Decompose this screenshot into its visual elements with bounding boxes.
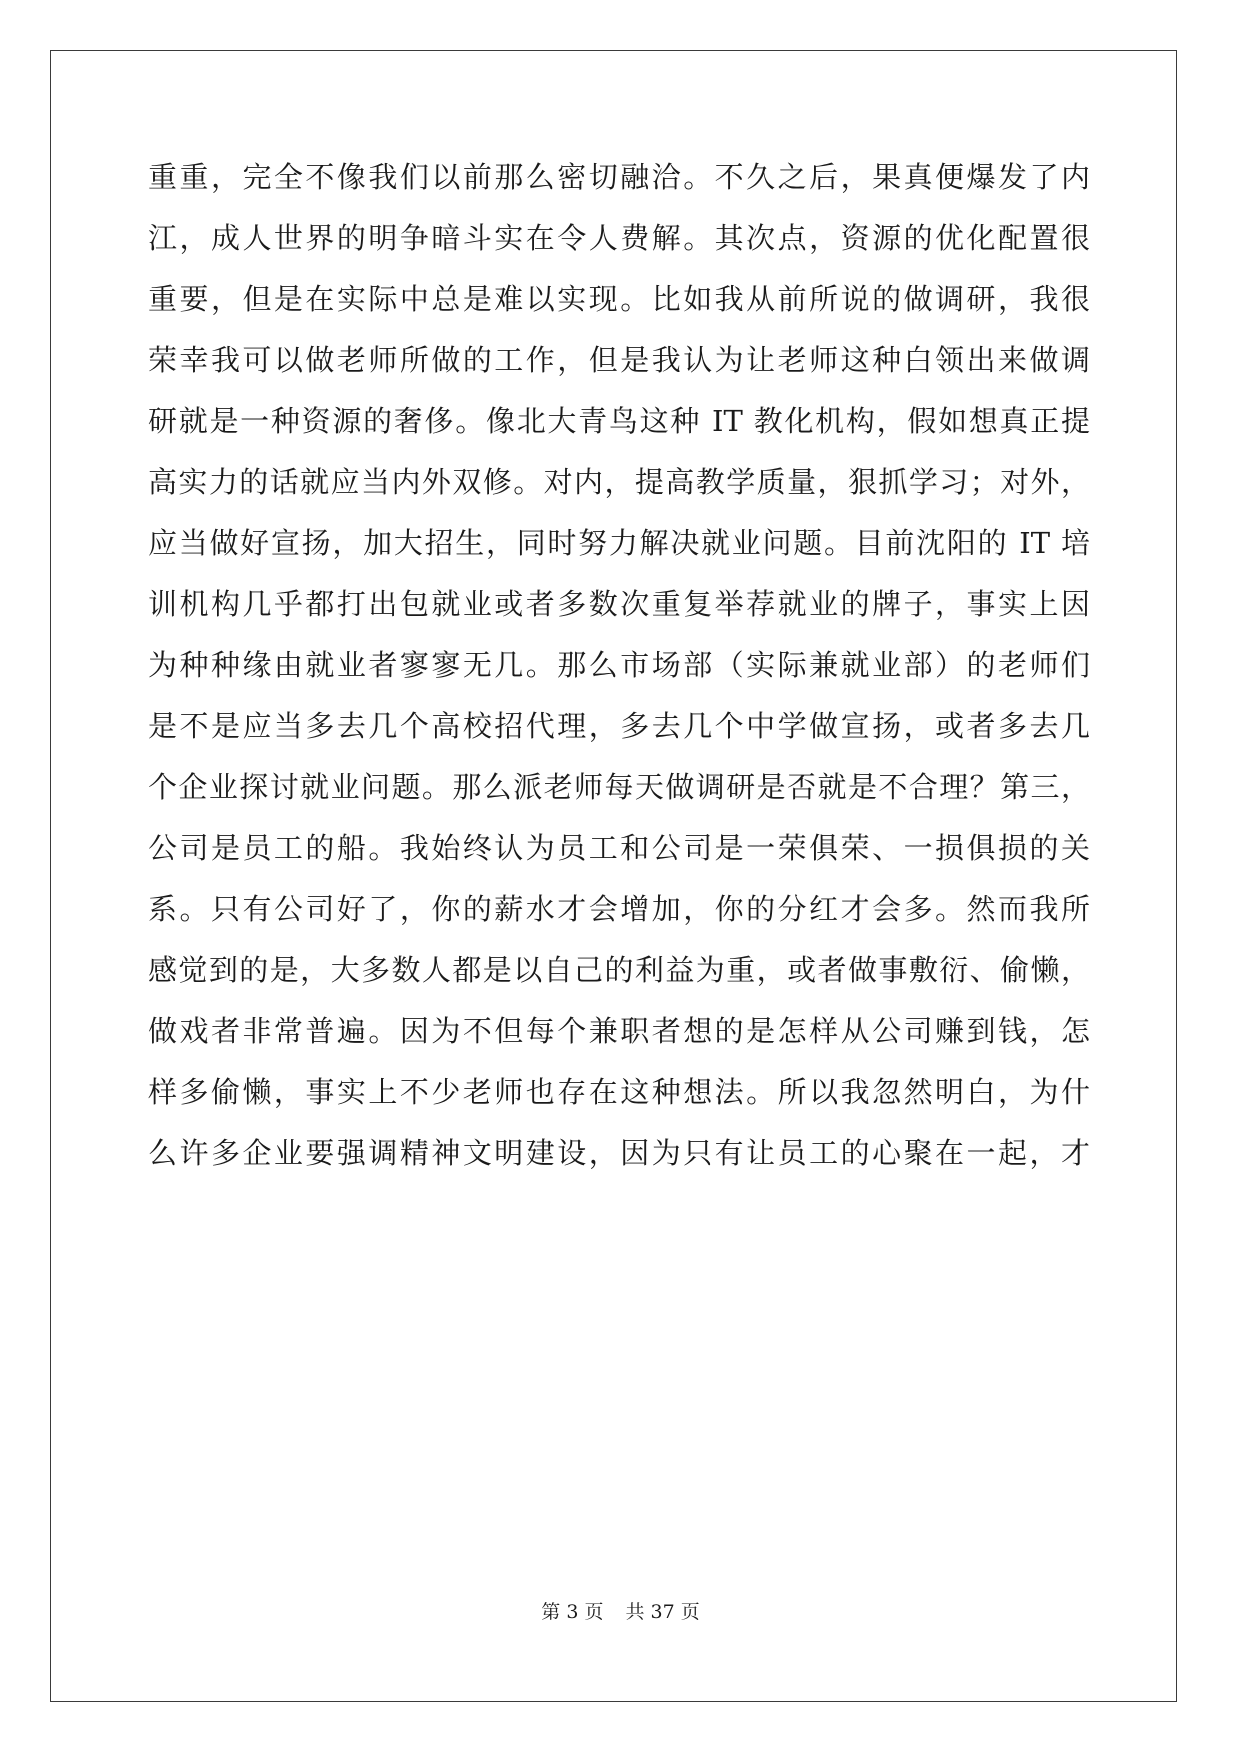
text-line: 感觉到的是，大多数人都是以自己的利益为重，或者做事敷衍、偷懒， [148,953,1090,987]
text-line: 为种种缘由就业者寥寥无几。那么市场部（实际兼就业部）的老师们 [148,648,1090,682]
body-text [148,158,1090,1195]
text-line: 系。只有公司好了，你的薪水才会增加，你的分红才会多。然而我所 [148,892,1090,926]
text-line: 个企业探讨就业问题。那么派老师每天做调研是否就是不合理？第三， [148,770,1090,804]
page-total: 共 37 页 [625,1601,700,1623]
page-number: 第 3 页 [541,1601,604,1623]
text-line: 高实力的话就应当内外双修。对内，提高教学质量，狠抓学习；对外， [148,465,1090,499]
text-line: 重要，但是在实际中总是难以实现。比如我从前所说的做调研，我很 [148,282,1090,316]
text-line: 么许多企业要强调精神文明建设，因为只有让员工的心聚在一起，才 [148,1136,1090,1170]
text-line: 训机构几乎都打出包就业或者多数次重复举荐就业的牌子，事实上因 [148,587,1090,621]
page-footer [0,1597,1241,1624]
text-line: 是不是应当多去几个高校招代理，多去几个中学做宣扬，或者多去几 [148,709,1090,743]
text-line: 样多偷懒，事实上不少老师也存在这种想法。所以我忽然明白，为什 [148,1075,1090,1109]
text-line: 江，成人世界的明争暗斗实在令人费解。其次点，资源的优化配置很 [148,221,1090,255]
text-line: 重重，完全不像我们以前那么密切融洽。不久之后，果真便爆发了内 [148,160,1090,194]
text-line: 荣幸我可以做老师所做的工作，但是我认为让老师这种白领出来做调 [148,343,1090,377]
text-line: 研就是一种资源的奢侈。像北大青鸟这种 IT 教化机构，假如想真正提 [148,404,1090,438]
text-line: 应当做好宣扬，加大招生，同时努力解决就业问题。目前沈阳的 IT 培 [148,526,1090,560]
text-line: 做戏者非常普遍。因为不但每个兼职者想的是怎样从公司赚到钱，怎 [148,1014,1090,1048]
text-line: 公司是员工的船。我始终认为员工和公司是一荣俱荣、一损俱损的关 [148,831,1090,865]
